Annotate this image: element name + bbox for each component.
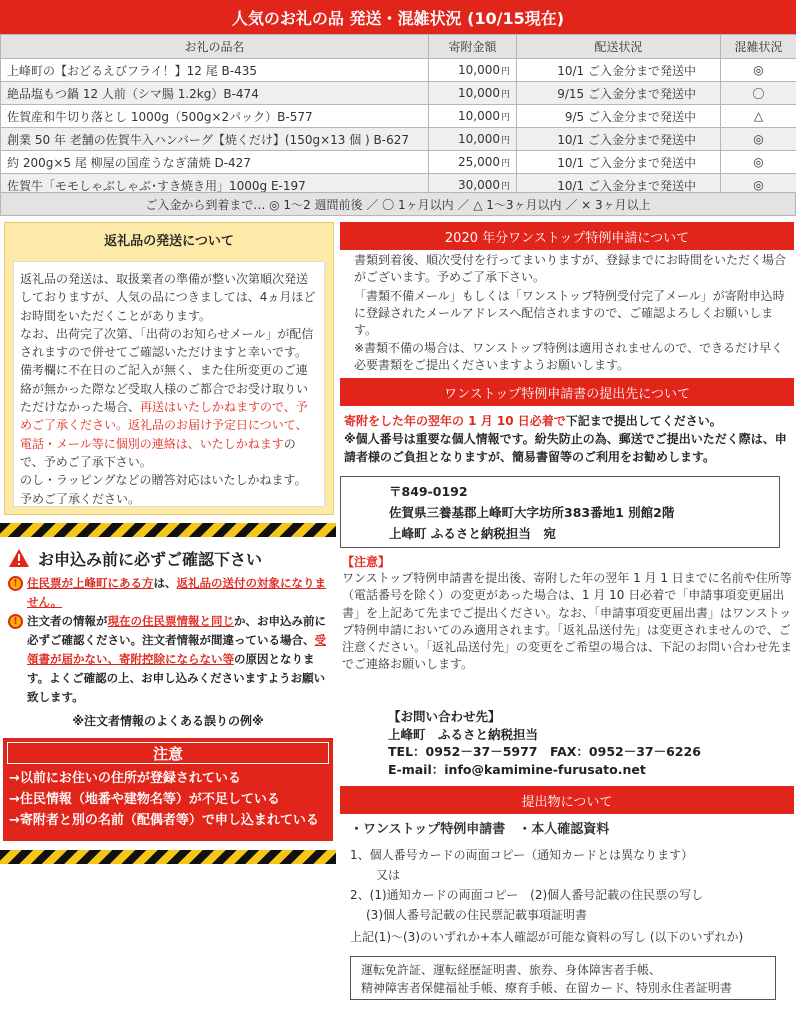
contact-label: 【お問い合わせ先】 (388, 709, 501, 724)
shipping-p3: のし・ラッピングなどの贈答対応はいたしかねます。予めご了承ください。 (20, 473, 307, 506)
caution-item: →以前にお住いの住所が登録されている (9, 771, 241, 786)
item-congestion: △ (721, 105, 796, 128)
table-row (1, 151, 796, 174)
caution-item: →住民情報（地番や建物名等）が不足している (9, 792, 280, 807)
hazard-stripe-top (0, 523, 336, 537)
item-amount: 10,000円 (429, 82, 517, 105)
notice-label: 【注意】 (342, 555, 391, 569)
docs-line-3: 2、(1)通知カードの両面コピー (2)個人番号記載の住民票の写し (350, 888, 704, 902)
table-row (1, 59, 796, 82)
legend: ご入金から到着まで… ◎ 1〜2 週間前後 ／ 〇 1ヶ月以内 ／ △ 1〜3ヶ月以内 ／ × 3ヶ月以上 (0, 192, 796, 216)
contact-tel: TEL：0952－37－5977 FAX：0952－37－6226 (388, 744, 701, 759)
item-amount: 25,000円 (429, 151, 517, 174)
shipping-body (13, 261, 325, 507)
onestop-title: 2020 年分ワンストップ特例申請について (340, 222, 794, 250)
id-docs-box (350, 956, 776, 1000)
submit-title: ワンストップ特例申請書の提出先について (340, 378, 794, 406)
header-amount: 寄附金額 (429, 35, 517, 59)
item-name: 佐賀産和牛切り落とし 1000g（500g×2パック）B-577 (1, 105, 429, 128)
confirm-note-2: ! 注文者の情報が現在の住民票情報と同じか、お申込み前に必ずご確認ください。注文者情報が間違っている場合、受領書が届かない、寄附控除にならない等の原因となります。よくご確認の上、お申し込みくださいますようお願い致します。 (8, 612, 330, 707)
item-status: 10/1 ご入金分まで発送中 (517, 151, 721, 174)
item-status: 9/15 ご入金分まで発送中 (517, 82, 721, 105)
header-congestion: 混雑状況 (721, 35, 796, 59)
item-status: 10/1 ご入金分まで発送中 (517, 128, 721, 151)
shipping-p1: 返礼品の発送は、取扱業者の準備が整い次第順次発送しておりますが、人気の品につきましては、4ヵ月ほどお時間をいただくことがあります。 (20, 272, 316, 323)
item-status: 10/1 ご入金分まで発送中 (517, 59, 721, 82)
address-box (340, 476, 780, 548)
item-congestion: ◎ (721, 128, 796, 151)
submit-deadline: 寄附をした年の翌年の 1 月 10 日必着で下記まで提出してください。 (344, 414, 722, 428)
table-row (1, 105, 796, 128)
submit-privacy-note: ※個人番号は重要な個人情報です。紛失防止の為、郵送でご提出いただく際は、申請者様のご負担となりますが、簡易書留等のご利用をお勧めします。 (344, 432, 787, 464)
postal-code: 〒849-0192 (389, 484, 468, 499)
item-congestion: ◎ (721, 151, 796, 174)
docs-line-2: 又は (376, 868, 401, 882)
shipping-notice (4, 222, 334, 515)
table-row (1, 82, 796, 105)
item-status: 10/1 ご入金分まで発送中 (517, 174, 721, 197)
docs-title: 提出物について (340, 786, 794, 814)
item-name: 創業 50 年 老舗の佐賀牛入ハンバーグ【焼くだけ】(150g×13 個 ) B-627 (1, 128, 429, 151)
caution-box (3, 738, 333, 841)
examples-heading: ※注文者情報のよくある誤りの例※ (72, 714, 264, 728)
shipping-title: 返礼品の発送について (104, 233, 234, 249)
item-amount: 10,000円 (429, 128, 517, 151)
header-status: 配送状況 (517, 35, 721, 59)
address-recipient: 上峰町 ふるさと納税担当 宛 (389, 526, 556, 541)
item-congestion: ◎ (721, 174, 796, 197)
alert-icon: ! (8, 614, 23, 629)
onestop-l3: ※書類不備の場合は、ワンストップ特例は適用されませんので、できるだけ早く必要書類をご提出くださいますようお願いします。 (354, 341, 784, 372)
id-docs-line-2: 精神障害者保健福祉手帳、療育手帳、在留カード、特別永住者証明書 (361, 981, 732, 995)
onestop-l2: 「書類不備メール」もしくは「ワンストップ特例受付完了メール」が寄附申込時に登録されたメールアドレスへ配信されますので、ご確認よろしくお願いします。 (354, 289, 785, 337)
item-status: 9/5 ご入金分まで発送中 (517, 105, 721, 128)
confirm-heading: お申込み前に必ずご確認下さい (8, 545, 328, 571)
confirm-note-1: ! 住民票が上峰町にある方は、返礼品の送付の対象になりません。 (8, 574, 330, 612)
item-amount: 30,000円 (429, 174, 517, 197)
contact-block (388, 708, 701, 778)
address-line: 佐賀県三養基郡上峰町大字坊所383番地1 別館2階 (389, 505, 675, 520)
item-name: 約 200g×5 尾 柳屋の国産うなぎ蒲焼 D-427 (1, 151, 429, 174)
docs-line-5: 上記(1)〜(3)のいずれか+本人確認が可能な資料の写し (以下のいずれか) (350, 930, 744, 944)
item-amount: 10,000円 (429, 105, 517, 128)
shipping-p2: なお、出荷完了次第、「出荷のお知らせメール」が配信されますので併せてご確認いただけますと幸いです。備考欄に不在日のご記入が無く、また住所変更のご連絡が無かった際など受取人様のご都合でお受け取りいただけなかった場合、再送はいたしかねますので、予めご了承ください。返礼品のお届け予定日について、電話・メール等に個別の連絡は、いたしかねますので、予めご了承下さい。 (20, 326, 314, 469)
item-congestion: 〇 (721, 82, 796, 105)
page-title: 人気のお礼の品 発送・混雑状況 (10/15現在) (0, 0, 796, 34)
items-table (0, 34, 796, 197)
docs-heading: ・ワンストップ特例申請書 ・本人確認資料 (350, 822, 610, 837)
alert-icon: ! (8, 576, 23, 591)
hazard-stripe-bottom (0, 850, 336, 864)
id-docs-line-1: 運転免許証、運転経歴証明書、旅券、身体障害者手帳、 (361, 963, 662, 977)
notice-body: ワンストップ特例申請書を提出後、寄附した年の翌年 1 月 1 日までに名前や住所等（電話番号を除く）の変更があった場合は、1 月 10 日必着で「申請事項変更届出書」を上記あて先までご提出ください。なお、「申請事項変更届出書」はワンストップ特例申請においてのみ適用されます。「返礼品送付先」は変更されませんので、ご注意ください。「返礼品送付先」の変更をご希望の場合は、下記のお問い合わせ先までご連絡お願いします。 (342, 571, 793, 672)
table-row (1, 128, 796, 151)
docs-line-1: 1、個人番号カードの両面コピー（通知カードとは異なります） (350, 848, 694, 862)
header-name: お礼の品名 (1, 35, 429, 59)
caution-title: 注意 (7, 742, 329, 764)
item-name: 上峰町の【おどるえびフライ！】12 尾 B-435 (1, 59, 429, 82)
caution-item: →寄附者と別の名前（配偶者等）で申し込まれている (9, 813, 319, 828)
contact-name: 上峰町 ふるさと納税担当 (388, 726, 539, 742)
warning-icon (8, 548, 30, 568)
item-amount: 10,000円 (429, 59, 517, 82)
contact-email[interactable]: E-mail：info@kamimine-furusato.net (388, 761, 646, 777)
docs-line-4: (3)個人番号記載の住民票記載事項証明書 (366, 908, 587, 922)
onestop-l1: 書類到着後、順次受付を行ってまいりますが、登録までにお時間をいただく場合がございます。予めご了承下さい。 (354, 253, 787, 284)
item-name: 絶品塩もつ鍋 12 人前（シマ腸 1.2kg）B-474 (1, 82, 429, 105)
item-name: 佐賀牛「モモしゃぶしゃぶ･すき焼き用」1000g E-197 (1, 174, 429, 197)
item-congestion: ◎ (721, 59, 796, 82)
